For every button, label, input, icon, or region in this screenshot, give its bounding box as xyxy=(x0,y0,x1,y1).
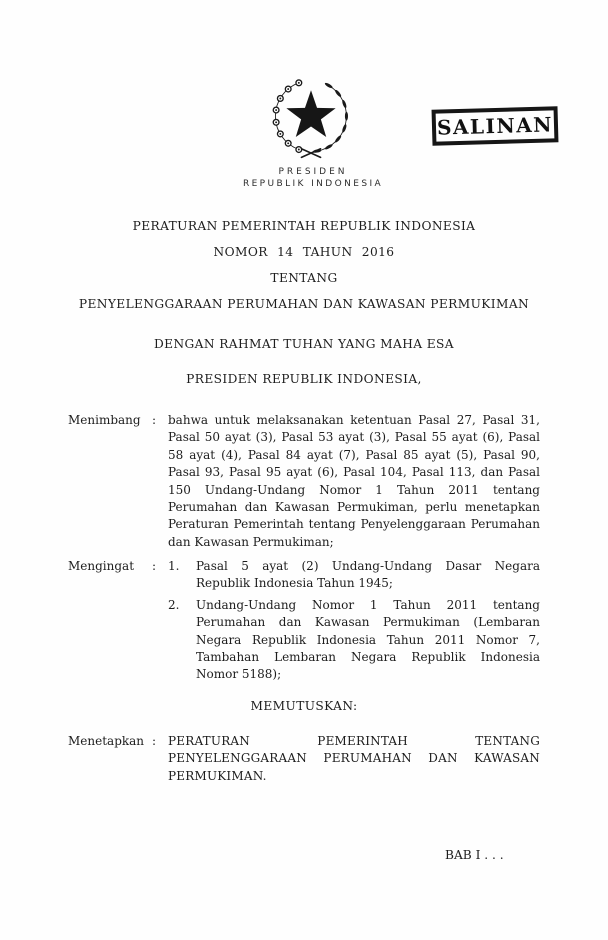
enactment-section xyxy=(68,733,540,785)
legal-basis-item xyxy=(168,597,540,684)
considering-text: bahwa untuk melaksanakan ketentuan Pasal 27, Pasal 31, Pasal 50 ayat (3), Pasal 53 ayat (3), Pasal 55 ayat (6), Pasal 58 ayat (4), Pasal 84 ayat (7), Pasal 85 ayat (5), Pasal 90, Pasal 93, Pasal 95 ayat (6), Pasal 104, Pasal 113, dan Pasal 150 Undang-Undang Nomor 1 Tahun 2011 tentang Perumahan dan Kawasan Permukiman, perlu menetapkan Peraturan Pemerintah tentang Penyelenggaraan Perumahan dan Kawasan Permukiman; xyxy=(168,413,540,549)
letterhead xyxy=(243,166,383,190)
page-continuation-mark: BAB I . . . xyxy=(445,848,504,862)
salinan-stamp xyxy=(432,106,559,146)
enactment-colon: : xyxy=(152,734,157,748)
considering-label: Menimbang xyxy=(68,413,141,427)
enactment-label: Menetapkan xyxy=(68,734,145,748)
legal-basis-section xyxy=(68,558,540,684)
legal-basis-label: Mengingat xyxy=(68,559,135,573)
enactment-text: PERATURAN PEMERINTAH TENTANG PENYELENGGARAAN PERUMAHAN DAN KAWASAN PERMUKIMAN. xyxy=(168,734,540,783)
letterhead-republik-indonesia: REPUBLIK INDONESIA xyxy=(242,179,384,189)
regulation-title: PERATURAN PEMERINTAH REPUBLIK INDONESIA xyxy=(132,219,476,233)
star-wreath-icon xyxy=(261,74,361,166)
legal-basis-items xyxy=(168,558,540,684)
item-text: Pasal 5 ayat (2) Undang-Undang Dasar Negara Republik Indonesia Tahun 1945; xyxy=(196,559,540,591)
considering-section xyxy=(68,412,540,551)
item-number: 1. xyxy=(168,559,180,573)
tentang-label: TENTANG xyxy=(270,271,338,285)
item-text: Undang-Undang Nomor 1 Tahun 2011 tentang Perumahan dan Kawasan Permukiman (Lembaran Negara Republik Indonesia Tahun 2011 Nomor 7, Tambahan Lembaran Negara Republik Indonesia Nomor 5188); xyxy=(196,597,540,682)
regulation-number: NOMOR 14 TAHUN 2016 xyxy=(213,245,395,259)
legal-basis-item xyxy=(168,558,540,593)
salinan-stamp-label: SALINAN xyxy=(436,112,554,140)
legal-basis-colon: : xyxy=(152,559,157,573)
invocation-line: DENGAN RAHMAT TUHAN YANG MAHA ESA xyxy=(153,337,454,351)
authority-line: PRESIDEN REPUBLIK INDONESIA, xyxy=(186,372,422,386)
item-number: 2. xyxy=(168,597,180,612)
letterhead-presiden: PRESIDEN xyxy=(278,167,348,177)
decision-heading: MEMUTUSKAN: xyxy=(250,699,358,713)
presidential-seal xyxy=(261,74,361,166)
considering-colon: : xyxy=(152,413,157,427)
regulation-subject: PENYELENGGARAAN PERUMAHAN DAN KAWASAN PERMUKIMAN xyxy=(78,297,530,311)
